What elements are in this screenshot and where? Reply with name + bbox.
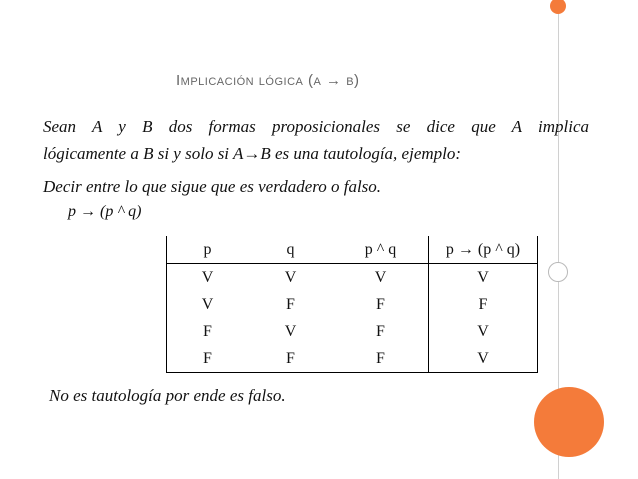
table-row — [167, 264, 538, 292]
header-p: p — [167, 236, 249, 264]
cell: V — [374, 268, 387, 286]
cell: V — [429, 318, 538, 345]
definition-line-2: lógicamente a B si y solo si A→B es una tautología, ejemplo: — [43, 144, 462, 163]
cell: V — [167, 291, 249, 318]
header-p-and-q: p ^ q — [333, 236, 429, 264]
cell: F — [167, 345, 249, 373]
truth-table — [166, 236, 538, 373]
table-row — [167, 291, 538, 318]
table-row — [167, 345, 538, 373]
table-row — [167, 318, 538, 345]
cell: V — [167, 264, 249, 292]
cell: V — [429, 345, 538, 373]
cell: F — [429, 291, 538, 318]
cell: F — [376, 322, 385, 340]
cell: F — [333, 345, 429, 373]
slide-title: Implicación lógica (a → b) — [176, 72, 360, 89]
definition-line-1: Sean A y B dos formas proposicionales se dice que A implica — [43, 117, 589, 136]
orange-circle-decoration-bottom — [534, 387, 604, 457]
header-implication: p → (p ^ q) — [429, 236, 538, 264]
formula-text: p → (p ^ q) — [68, 203, 142, 220]
white-circle-decoration — [548, 262, 568, 282]
header-q: q — [248, 236, 333, 264]
cell: V — [429, 264, 538, 292]
cell: F — [167, 318, 249, 345]
cell: V — [284, 268, 297, 286]
cell: F — [376, 295, 385, 313]
cell: V — [284, 322, 297, 340]
cell: F — [286, 295, 295, 313]
instruction-text: Decir entre lo que sigue que es verdadero o falso. — [43, 177, 382, 196]
conclusion-text: No es tautología por ende es falso. — [49, 386, 286, 405]
truth-table-header-row — [167, 236, 538, 264]
cell: F — [248, 345, 333, 373]
orange-circle-decoration-top — [550, 0, 566, 14]
